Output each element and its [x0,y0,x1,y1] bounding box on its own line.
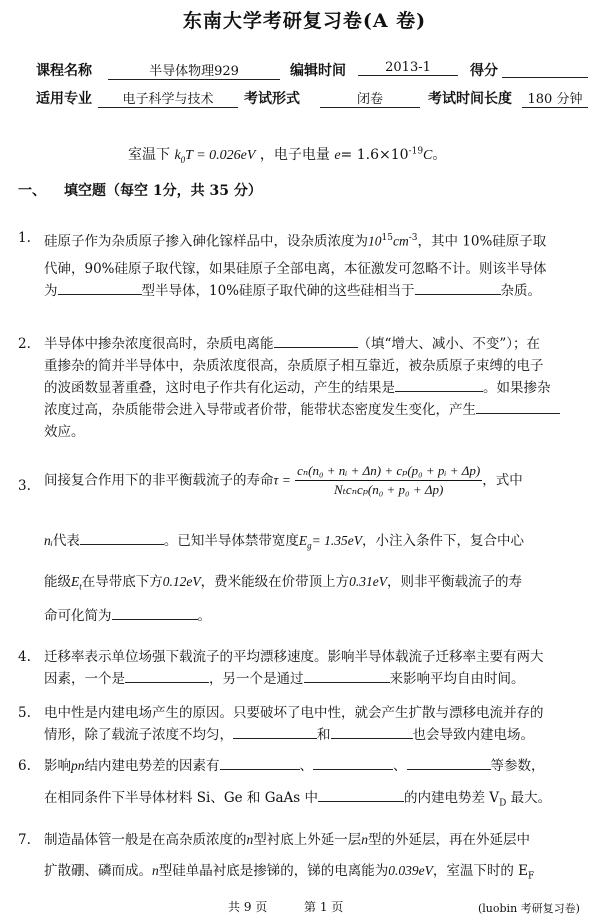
q6-blank-2[interactable] [313,755,393,770]
major-value: 电子科学与技术 [98,88,238,108]
q1-blank-1[interactable] [58,280,142,295]
q2-line3: 的波函数显著重叠，这时电子作共有化运动，产生的结果是 。如果掺杂 [44,377,551,399]
q2-line2: 重掺杂的简并半导体中，杂质浓度很高，杂质原子相互靠近，被杂质原子束缚的电子 [44,358,544,374]
q3-blank-1[interactable] [80,530,164,545]
q5-number: 5. [18,705,31,721]
q2-number: 2. [18,336,31,352]
q2-blank-1[interactable] [274,333,358,348]
edit-time-value: 2013-1 [358,60,458,76]
q3-line1: 间接复合作用下的非平衡载流子的寿命τ = $\frac{\text{cₙ(n₀ + nᵢ + Δn) + cₚ(p₀ + pᵢ + Δp)}}{\text{Nₜcₙcₚ(n₀ + p₀ + Δp)}}$ ，式中 [44,463,523,497]
q4-line2: 因素，一个是 ，另一个是通过 来影响平均自由时间。 [44,668,525,690]
q6-number: 6. [18,758,31,774]
exam-title: 东南大学考研复习卷(A 卷) [182,10,427,32]
q5-line1: 电中性是内建电场产生的原因。只要破坏了电中性，就会产生扩散与漂移电流并存的 [44,705,544,721]
score-label: 得分 [470,63,498,79]
q6-line1: 影响pn结内建电势差的因素有 、 、 等参数， [44,755,545,777]
q7-number: 7. [18,832,31,848]
q7-line1: 制造晶体管一般是在高杂质浓度的n型衬底上外延一层n型的外延层，再在外延层中 [44,832,530,848]
q5-blank-1[interactable] [233,724,317,739]
q4-blank-1[interactable] [125,668,209,683]
score-blank [502,60,588,78]
q2-blank-3[interactable] [476,399,560,414]
q3-line2: nᵢ代表 。已知半导体禁带宽度$E_g= 1.35eV$，小注入条件下，复合中心 [44,530,524,557]
q1-line2: 代砷，90%硅原子取代镓，如果硅原子全部电离，本征激发可忽略不计。则该半导体 [44,261,547,277]
q6-blank-1[interactable] [220,755,300,770]
q6-blank-4[interactable] [318,787,404,802]
q5-line2: 情形，除了载流子浓度不均匀， 和 也会导致内建电场。 [44,724,534,746]
q3-line3: 能级$E_t$在导带底下方0.12eV，费米能级在价带顶上方0.31eV，则非平衡载流子的寿 [44,574,523,592]
footer-source: (luobin 考研复习卷) [478,902,580,915]
q1-blank-2[interactable] [415,280,501,295]
q2-blank-2[interactable] [395,377,483,392]
q3-line4: 命可化简为 。 [44,605,211,627]
footer-page-number: 第 1 页 [304,900,344,914]
major-label: 适用专业 [36,91,92,107]
exam-form-label: 考试形式 [244,91,300,107]
q4-blank-2[interactable] [304,668,390,683]
q5-blank-2[interactable] [331,724,413,739]
q7-line2: 扩散硼、磷而成。n型硅单晶衬底是掺锑的，锑的电离能为0.039eV，室温下时的 $E_F$ [44,863,535,882]
duration-value: 180 分钟 [522,88,588,108]
course-value: 半导体物理929 [108,60,280,80]
q1-number: 1. [18,230,31,246]
constants-line: 室温下 $k_0T = 0.026eV$ ，电子电量 $e= 1.6\times 10^{-19}C$。 [128,146,447,165]
exam-form-value: 闭卷 [320,88,420,108]
q2-line4: 浓度过高，杂质能带会进入导带或者价带，能带状态密度发生变化，产生 [44,399,560,421]
q3-number: 3. [18,478,31,494]
q2-line5: 效应。 [44,424,85,440]
course-label: 课程名称 [36,63,92,79]
section-number: 一、 [18,183,46,199]
duration-label: 考试时间长度 [428,91,512,107]
q1-line3: 为 型半导体，10%硅原子取代砷的这些硅相当于 杂质。 [44,280,541,302]
lifetime-fraction: $\frac{\text{cₙ(n₀ + nᵢ + Δn) + cₚ(p₀ + pᵢ + Δp)}}{\text{Nₜcₙcₚ(n₀ + p₀ + Δp)}}$ [297,463,481,497]
q1-line1: 硅原子作为杂质原子掺入砷化镓样品中，设杂质浓度为$10^{15}cm^{-3}$，其中 10%硅原子取 [44,233,547,250]
q4-line1: 迁移率表示单位场强下载流子的平均漂移速度。影响半导体载流子迁移率主要有两大 [44,649,544,665]
section-title: 填空题（每空 1分，共 35 分） [64,183,262,199]
q6-blank-3[interactable] [407,755,491,770]
q4-number: 4. [18,649,31,665]
q2-line1: 半导体中掺杂浓度很高时，杂质电离能 （填“增大、减小、不变”）；在 [44,333,540,355]
q3-blank-2[interactable] [112,605,198,620]
footer-total-pages: 共 9 页 [228,900,268,914]
q6-line2: 在相同条件下半导体材料 Si、Ge 和 GaAs 中 的内建电势差 $V_D$ 最大。 [44,787,551,815]
edit-time-label: 编辑时间 [290,63,346,79]
